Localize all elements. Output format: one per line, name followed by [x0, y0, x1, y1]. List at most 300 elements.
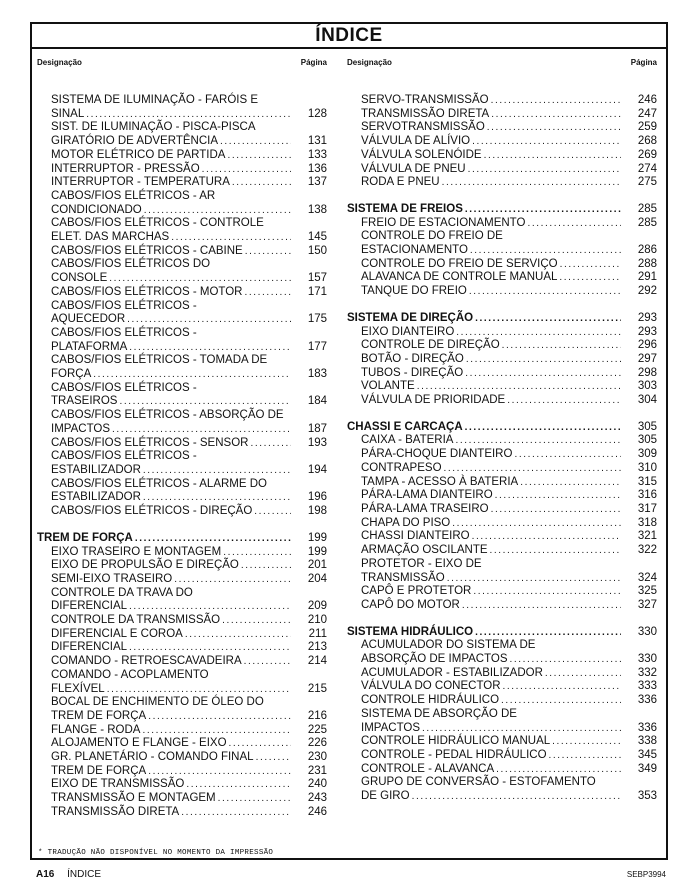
index-entry[interactable]: [37, 628, 327, 642]
entry-page-number: 259: [637, 121, 657, 134]
entry-page-number: 133: [307, 148, 327, 161]
dot-leader: [452, 517, 621, 531]
entry-text-line: IMPACTOS: [51, 422, 110, 435]
entry-text-line: SISTEMA DE ILUMINAÇÃO - FARÓIS E: [51, 94, 259, 106]
entry-page-number: 199: [307, 531, 327, 544]
index-entry[interactable]: [37, 792, 327, 806]
index-entry[interactable]: [37, 300, 327, 327]
entry-page-number: 317: [637, 502, 657, 515]
dot-leader: [129, 641, 291, 655]
index-entry[interactable]: [37, 286, 327, 300]
entry-page-number: 226: [307, 737, 327, 750]
entry-page-number: 315: [637, 475, 657, 488]
dot-leader: [456, 326, 621, 340]
entry-page-number: 330: [637, 625, 657, 638]
entry-page-number: 333: [637, 680, 657, 693]
index-entry[interactable]: [347, 599, 657, 613]
page-code: A16: [36, 869, 55, 880]
index-entry[interactable]: [37, 724, 327, 738]
dot-leader: [417, 380, 621, 394]
entry-text-line: INTERRUPTOR - TEMPERATURA: [51, 176, 230, 189]
dot-leader: [470, 244, 621, 258]
dot-leader: [487, 121, 621, 135]
index-entry[interactable]: [347, 544, 657, 558]
dot-leader: [129, 600, 291, 614]
entry-text-line: SISTEMA HIDRÁULICO: [347, 625, 474, 638]
entry-page-number: 353: [637, 790, 657, 803]
index-entry[interactable]: [347, 462, 657, 476]
entry-text-line: BOCAL DE ENCHIMENTO DE ÓLEO DO: [51, 696, 264, 709]
index-entry[interactable]: [37, 778, 327, 792]
dot-leader: [186, 778, 291, 792]
document-id: SEBP3994: [626, 870, 666, 879]
entry-text-line: EIXO TRASEIRO E MONTAGEM: [51, 545, 222, 558]
dot-leader: [465, 203, 621, 217]
entry-page-number: 137: [307, 176, 327, 189]
index-entry[interactable]: [37, 258, 327, 285]
index-entry[interactable]: [37, 696, 327, 723]
index-entry[interactable]: [347, 476, 657, 490]
entry-text-line: SEMI-EIXO TRASEIRO: [51, 572, 173, 585]
index-frame: [30, 22, 668, 860]
index-entry[interactable]: [37, 806, 327, 820]
entry-text-line: COMANDO - ACOPLAMENTO: [51, 668, 209, 681]
entry-page-number: 338: [637, 735, 657, 748]
right-index-list: [347, 94, 657, 804]
entry-text-line: CONTROLE HIDRÁULICO MANUAL: [361, 735, 551, 748]
entry-text-line: FORÇA: [51, 368, 92, 381]
entry-text-line: SIST. DE ILUMINAÇÃO - PISCA-PISCA: [51, 121, 256, 134]
entry-page-number: 210: [307, 614, 327, 627]
entry-page-number: 215: [307, 682, 327, 695]
index-entry[interactable]: [37, 176, 327, 190]
index-entry[interactable]: [37, 149, 327, 163]
index-entry[interactable]: [37, 121, 327, 148]
entry-page-number: 211: [308, 627, 327, 640]
index-entry[interactable]: [347, 503, 657, 517]
entry-page-number: 204: [307, 572, 327, 585]
entry-page-number: 296: [637, 339, 657, 352]
entry-text-line: TREM DE FORÇA: [37, 531, 133, 544]
dot-leader: [148, 710, 291, 724]
entry-text-line: SISTEMA DE ABSORÇÃO DE: [361, 707, 517, 720]
entry-text-line: GR. PLANETÁRIO - COMANDO FINAL: [51, 751, 254, 764]
entry-text-line: GIRATÓRIO DE ADVERTÊNCIA: [51, 135, 218, 148]
index-entry[interactable]: [37, 765, 327, 779]
entry-text-line: CABOS/FIOS ELÉTRICOS - TOMADA DE: [51, 354, 268, 367]
index-entry[interactable]: [37, 614, 327, 628]
entry-text-line: DIFERENCIAL: [51, 641, 128, 654]
index-entry[interactable]: [37, 327, 327, 354]
entry-page-number: 145: [307, 231, 327, 244]
entry-page-number: 246: [637, 94, 657, 106]
entry-text-line: VÁLVULA DE PRIORIDADE: [361, 394, 506, 407]
entry-text-line: CABOS/FIOS ELÉTRICOS - MOTOR: [51, 285, 243, 298]
dot-leader: [442, 176, 621, 190]
entry-text-line: VOLANTE: [361, 380, 415, 393]
entry-page-number: 269: [637, 148, 657, 161]
entry-text-line: ESTACIONAMENTO: [361, 244, 468, 257]
entry-text-line: TRANSMISSÃO DIRETA: [51, 805, 180, 818]
entry-text-line: SERVO-TRANSMISSÃO: [361, 94, 489, 106]
index-entry[interactable]: [347, 176, 657, 190]
index-entry[interactable]: [347, 285, 657, 299]
entry-page-number: 332: [637, 666, 657, 679]
dot-leader: [469, 285, 621, 299]
entry-page-number: 131: [307, 135, 327, 148]
entry-page-number: 309: [637, 448, 657, 461]
entry-text-line: DIFERENCIAL E COROA: [51, 627, 183, 640]
entry-page-number: 136: [307, 162, 327, 175]
index-entry[interactable]: [347, 749, 657, 763]
entry-page-number: 230: [307, 751, 327, 764]
index-entry[interactable]: [37, 354, 327, 381]
dot-leader: [127, 313, 291, 327]
entry-text-line: ACUMULADOR DO SISTEMA DE: [361, 639, 536, 652]
entry-text-line: COMANDO - RETROESCAVADEIRA: [51, 655, 242, 668]
entry-page-number: 128: [307, 107, 327, 120]
entry-page-number: 183: [307, 368, 327, 381]
index-entry[interactable]: [37, 409, 327, 436]
index-entry[interactable]: [347, 394, 657, 408]
index-entry[interactable]: [37, 217, 327, 244]
entry-text-line: SISTEMA DE DIREÇÃO: [347, 311, 474, 324]
entry-page-number: 209: [307, 600, 327, 613]
entry-page-number: 336: [637, 694, 657, 707]
index-entry[interactable]: [347, 530, 657, 544]
index-entry[interactable]: [347, 326, 657, 340]
entry-text-line: PROTETOR - EIXO DE: [361, 557, 482, 570]
dot-leader: [129, 341, 291, 355]
entry-text-line: CAIXA - BATERIA: [361, 434, 454, 447]
entry-page-number: 325: [637, 585, 657, 598]
entry-page-number: 297: [637, 352, 657, 365]
index-entry[interactable]: [37, 737, 327, 751]
entry-page-number: 274: [637, 162, 657, 175]
dot-leader: [245, 245, 291, 259]
index-entry[interactable]: [347, 163, 657, 177]
entry-text-line: DIFERENCIAL: [51, 600, 128, 613]
entry-page-number: 187: [307, 422, 327, 435]
entry-page-number: 322: [637, 544, 657, 557]
entry-text-line: VÁLVULA DE PNEU: [361, 162, 466, 175]
dot-leader: [514, 448, 621, 462]
entry-page-number: 286: [637, 244, 657, 257]
index-entry[interactable]: [37, 163, 327, 177]
index-section-heading[interactable]: [347, 626, 657, 640]
entry-page-number: 336: [637, 721, 657, 734]
dot-leader: [495, 489, 621, 503]
entry-text-line: PÁRA-LAMA TRASEIRO: [361, 502, 489, 515]
entry-text-line: VÁLVULA DE ALÍVIO: [361, 135, 471, 148]
entry-page-number: 196: [307, 491, 327, 504]
entry-text-line: CONTROLE - PEDAL HIDRÁULICO: [361, 748, 547, 761]
index-section-heading[interactable]: [347, 203, 657, 217]
entry-page-number: 298: [637, 366, 657, 379]
entry-page-number: 318: [637, 516, 657, 529]
right-column: [347, 58, 657, 804]
entry-text-line: CONDICIONADO: [51, 203, 142, 216]
dot-leader: [119, 395, 291, 409]
index-entry[interactable]: [347, 585, 657, 599]
index-entry[interactable]: [347, 230, 657, 257]
index-entry[interactable]: [37, 450, 327, 477]
entry-text-line: GRUPO DE CONVERSÃO - ESTOFAMENTO: [361, 776, 596, 789]
index-entry[interactable]: [347, 339, 657, 353]
entry-page-number: 213: [307, 641, 327, 654]
index-entry[interactable]: [37, 478, 327, 505]
entry-text-line: MOTOR ELÉTRICO DE PARTIDA: [51, 148, 226, 161]
index-entry[interactable]: [347, 217, 657, 231]
page-header: Página: [300, 58, 327, 67]
index-entry[interactable]: [347, 121, 657, 135]
entry-page-number: 231: [307, 764, 327, 777]
dot-leader: [527, 217, 621, 231]
entry-text-line: CABOS/FIOS ELÉTRICOS DO: [51, 258, 211, 271]
entry-text-line: VÁLVULA SOLENÓIDE: [361, 148, 482, 161]
entry-text-line: BOTÃO - DIREÇÃO: [361, 352, 464, 365]
dot-leader: [545, 667, 621, 681]
dot-leader: [462, 599, 621, 613]
entry-text-line: PÁRA-CHOQUE DIANTEIRO: [361, 448, 513, 461]
index-entry[interactable]: [347, 558, 657, 585]
entry-page-number: 293: [637, 311, 657, 324]
entry-text-line: INTERRUPTOR - PRESSÃO: [51, 162, 200, 175]
dot-leader: [181, 806, 291, 820]
section-gap: [347, 190, 657, 203]
entry-text-line: ELET. DAS MARCHAS: [51, 231, 170, 244]
index-entry[interactable]: [347, 680, 657, 694]
entry-page-number: 157: [307, 272, 327, 285]
index-entry[interactable]: [347, 735, 657, 749]
entry-text-line: RODA E PNEU: [361, 176, 440, 189]
entry-text-line: TANQUE DO FREIO: [361, 285, 467, 298]
entry-page-number: 292: [637, 285, 657, 298]
entry-text-line: TUBOS - DIREÇÃO: [361, 366, 464, 379]
index-entry[interactable]: [37, 669, 327, 696]
index-entry[interactable]: [347, 149, 657, 163]
entry-page-number: 330: [637, 653, 657, 666]
designation-header: Designação: [347, 58, 392, 67]
dot-leader: [229, 737, 291, 751]
dot-leader: [502, 339, 621, 353]
index-entry[interactable]: [37, 382, 327, 409]
entry-text-line: TREM DE FORÇA: [51, 764, 147, 777]
index-entry[interactable]: [347, 694, 657, 708]
section-gap: [347, 408, 657, 421]
dot-leader: [185, 628, 291, 642]
index-entry[interactable]: [347, 353, 657, 367]
entry-page-number: 247: [637, 107, 657, 120]
dot-leader: [484, 149, 621, 163]
dot-leader: [107, 683, 291, 697]
index-entry[interactable]: [37, 546, 327, 560]
dot-leader: [490, 544, 621, 558]
dot-leader: [144, 204, 291, 218]
index-entry[interactable]: [347, 135, 657, 149]
index-entry[interactable]: [37, 587, 327, 614]
entry-text-line: ABSORÇÃO DE IMPACTOS: [361, 653, 508, 666]
index-entry[interactable]: [347, 434, 657, 448]
entry-text-line: CONSOLE: [51, 272, 108, 285]
index-entry[interactable]: [37, 559, 327, 573]
dot-leader: [496, 763, 621, 777]
entry-text-line: EIXO DE PROPULSÃO E DIREÇÃO: [51, 559, 239, 572]
entry-page-number: 194: [307, 463, 327, 476]
dot-leader: [412, 790, 621, 804]
dot-leader: [244, 655, 291, 669]
index-section-heading[interactable]: [347, 312, 657, 326]
dot-leader: [491, 503, 621, 517]
index-entry[interactable]: [347, 639, 657, 666]
dot-leader: [148, 765, 291, 779]
entry-text-line: EIXO DIANTEIRO: [361, 325, 455, 338]
index-entry[interactable]: [347, 94, 657, 108]
dot-leader: [472, 530, 621, 544]
index-entry[interactable]: [37, 641, 327, 655]
dot-leader: [142, 724, 291, 738]
entry-text-line: EIXO DE TRANSMISSÃO: [51, 778, 185, 791]
dot-leader: [473, 585, 621, 599]
entry-page-number: 345: [637, 748, 657, 761]
dot-leader: [491, 108, 621, 122]
entry-text-line: TRANSMISSÃO E MONTAGEM: [51, 792, 216, 805]
dot-leader: [472, 135, 621, 149]
entry-page-number: 327: [637, 598, 657, 611]
index-entry[interactable]: [347, 763, 657, 777]
index-entry[interactable]: [347, 776, 657, 803]
entry-page-number: 216: [307, 709, 327, 722]
dot-leader: [501, 694, 621, 708]
index-entry[interactable]: [37, 94, 327, 121]
entry-page-number: 305: [637, 420, 657, 433]
index-entry[interactable]: [37, 573, 327, 587]
entry-text-line: AQUECEDOR: [51, 313, 126, 326]
entry-page-number: 243: [307, 792, 327, 805]
entry-page-number: 305: [637, 434, 657, 447]
entry-text-line: CABOS/FIOS ELÉTRICOS - SENSOR: [51, 436, 249, 449]
dot-leader: [475, 626, 621, 640]
entry-text-line: CABOS/FIOS ELÉTRICOS -: [51, 450, 197, 463]
index-entry[interactable]: [347, 667, 657, 681]
entry-page-number: 268: [637, 135, 657, 148]
entry-text-line: SINAL: [51, 107, 85, 120]
dot-leader: [174, 573, 291, 587]
dot-leader: [109, 272, 291, 286]
entry-text-line: CHASSI DIANTEIRO: [361, 530, 470, 543]
index-entry[interactable]: [37, 655, 327, 669]
entry-page-number: 303: [637, 380, 657, 393]
entry-text-line: IMPACTOS: [361, 721, 420, 734]
index-entry[interactable]: [37, 245, 327, 259]
entry-text-line: CABOS/FIOS ELÉTRICOS - CONTROLE: [51, 217, 264, 230]
entry-page-number: 150: [307, 244, 327, 257]
entry-text-line: FLEXÍVEL: [51, 682, 105, 695]
entry-text-line: ESTABILIZADOR: [51, 463, 141, 476]
index-entry[interactable]: [37, 751, 327, 765]
entry-text-line: CONTROLE DO FREIO DE: [361, 230, 503, 243]
left-column-header: [37, 58, 327, 94]
dot-leader: [218, 792, 291, 806]
index-entry[interactable]: [347, 708, 657, 735]
dot-leader: [552, 735, 621, 749]
index-entry[interactable]: [37, 505, 327, 519]
entry-text-line: TRANSMISSÃO DIRETA: [361, 107, 490, 120]
dot-leader: [232, 176, 291, 190]
dot-leader: [143, 464, 291, 478]
entry-page-number: 171: [307, 285, 327, 298]
dot-leader: [241, 559, 291, 573]
entry-text-line: SISTEMA DE FREIOS: [347, 202, 463, 215]
entry-text-line: ALAVANCA DE CONTROLE MANUAL: [361, 271, 558, 284]
entry-text-line: CONTROLE - ALAVANCA: [361, 762, 495, 775]
entry-page-number: 285: [637, 202, 657, 215]
entry-text-line: CHAPA DO PISO: [361, 516, 451, 529]
entry-page-number: 214: [307, 655, 327, 668]
dot-leader: [143, 491, 291, 505]
index-section-heading[interactable]: [37, 532, 327, 546]
index-entry[interactable]: [347, 380, 657, 394]
index-entry[interactable]: [37, 437, 327, 451]
entry-page-number: 275: [637, 176, 657, 189]
dot-leader: [220, 135, 291, 149]
entry-text-line: CONTROLE DA TRANSMISSÃO: [51, 614, 221, 627]
entry-text-line: TRASEIROS: [51, 395, 118, 408]
dot-leader: [202, 163, 291, 177]
entry-text-line: ACUMULADOR - ESTABILIZADOR: [361, 666, 543, 679]
index-entry[interactable]: [347, 108, 657, 122]
dot-leader: [447, 572, 621, 586]
entry-page-number: 198: [307, 505, 327, 518]
index-entry[interactable]: [347, 489, 657, 503]
index-entry[interactable]: [347, 448, 657, 462]
entry-page-number: 201: [307, 559, 327, 572]
dot-leader: [222, 614, 291, 628]
entry-text-line: VÁLVULA DO CONECTOR: [361, 680, 501, 693]
index-section-heading[interactable]: [347, 421, 657, 435]
entry-page-number: 240: [307, 778, 327, 791]
entry-text-line: CABOS/FIOS ELÉTRICOS - DIREÇÃO: [51, 505, 253, 518]
entry-text-line: CABOS/FIOS ELÉTRICOS -: [51, 381, 197, 394]
left-index-list: [37, 94, 327, 820]
page-footer-left: [36, 869, 101, 880]
entry-text-line: CABOS/FIOS ELÉTRICOS - CABINE: [51, 244, 243, 257]
entry-text-line: CONTROLE DO FREIO DE SERVIÇO: [361, 257, 558, 270]
dot-leader: [171, 231, 291, 245]
entry-text-line: SERVOTRANSMISSÃO: [361, 121, 485, 134]
entry-text-line: CABOS/FIOS ELÉTRICOS -: [51, 326, 197, 339]
dot-leader: [510, 653, 621, 667]
index-entry[interactable]: [347, 258, 657, 272]
entry-text-line: TREM DE FORÇA: [51, 709, 147, 722]
designation-header: Designação: [37, 58, 82, 67]
index-entry[interactable]: [347, 367, 657, 381]
entry-text-line: ALOJAMENTO E FLANGE - EIXO: [51, 737, 227, 750]
dot-leader: [93, 368, 291, 382]
entry-page-number: 285: [637, 216, 657, 229]
entry-text-line: CABOS/FIOS ELÉTRICOS - ABSORÇÃO DE: [51, 409, 284, 422]
entry-page-number: 193: [307, 436, 327, 449]
dot-leader: [135, 532, 291, 546]
index-entry[interactable]: [347, 271, 657, 285]
entry-text-line: CONTROLE DA TRAVA DO: [51, 586, 193, 599]
index-entry[interactable]: [347, 517, 657, 531]
entry-text-line: CHASSI E CARCAÇA: [347, 420, 463, 433]
entry-text-line: CABOS/FIOS ELÉTRICOS - AR: [51, 189, 216, 202]
index-entry[interactable]: [37, 190, 327, 217]
entry-page-number: 293: [637, 325, 657, 338]
dot-leader: [491, 94, 621, 108]
